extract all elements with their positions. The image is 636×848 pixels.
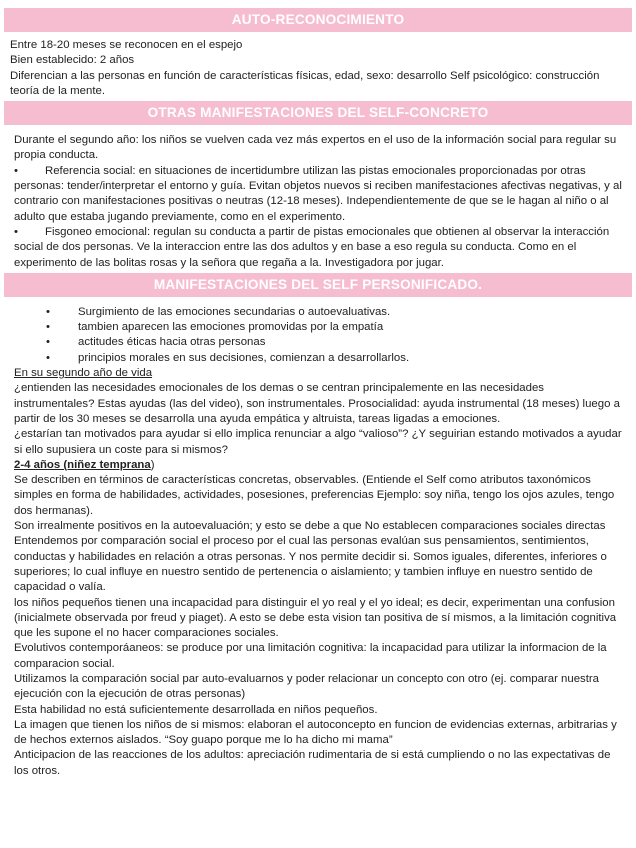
paragraph: Durante el segundo año: los niños se vuelven cada vez más expertos en el uso de la información social para regular su propia conducta.: [14, 134, 617, 162]
section-auto-reconocimiento: [0, 32, 636, 99]
paragraph: Utilizamos la comparación social par auto-evaluarnos y poder relacionar un concepto con otro (ej. comparar nuestra ejecución con la ejecución de otras personas): [14, 672, 600, 701]
section-header-self-personificado: MANIFESTACIONES DEL SELF PERSONIFICADO.: [4, 273, 632, 297]
paragraph: Evolutivos contemporáaneos: se produce por una limitación cognitiva: la incapacidad para utilizar la informacion de la comparacion social.: [14, 642, 607, 670]
paragraph: Son irrealmente positivos en la autoevaluación; y esto se debe a que No establecen comparaciones sociales directas Entendemos por comparación social el proceso por el cual las personas evalúan sus pensamientos, sentimientos, conductas y habilidades en relación a otras personas. Y nos permite decidir si. Somos iguales, diferentes, inferiores o superiores; lo cual influye en nuestro sentido de pertenencia o aislamiento; y tambien influye en nuestro sentido de capacidad o valía.: [14, 520, 607, 594]
list-item: • principios morales en sus decisiones, comienzan a desarrollarlos.: [46, 351, 624, 366]
bullet-text: Referencia social: en situaciones de incertidumbre utilizan las pistas emocionales proporcionadas por otras personas: tender/interpretar el entorno y guía. Evitan objetos nuevos si reciben manifestaciones afectivas negativas, y al contrario con manifestaciones positivas o neutras (12-18 meses). Independientemente de que se le hagan al niño o al adulto que estaba jugando previamente, como en el experimento.: [14, 164, 622, 223]
subheading-ninez-temprana: [14, 458, 624, 473]
paragraph: ¿entienden las necesidades emocionales de los demas o se centran principalemente en las necesidades instrumentales? Estas ayudas (las del video), son instrumentales. Prosocialidad: ayuda instrumental (18 meses) luego a partir de los 30 meses se desarrolla una ayuda empática y altruista, tareas ligadas a emociones.: [14, 382, 620, 425]
bullet-icon: •: [14, 225, 18, 238]
list-item: • actitudes éticas hacia otras personas: [46, 335, 624, 350]
subheading-segundo-ano: En su segundo año de vida: [14, 367, 153, 380]
paragraph: los niños pequeños tienen una incapacidad para distinguir el yo real y el yo ideal; es decir, experimentan una confusion (inicialmete observada por freud y piaget). A esto se debe esta vision tan positiva de sí mismos, a la limitación cognitiva que les supone el no hacer comparaciones sociales.: [14, 596, 617, 640]
bullet-paragraph: [14, 225, 624, 271]
section-header-auto-reconocimiento: AUTO-RECONOCIMIENTO: [4, 8, 632, 32]
paragraph: Bien establecido: 2 años: [10, 54, 135, 67]
bullet-paragraph: [14, 164, 624, 225]
paragraph: Diferencian a las personas en función de características físicas, edad, sexo: desarrollo Self psicológico: construcción teoría de la mente.: [10, 69, 600, 97]
paragraph: Se describen en términos de características concretas, observables. (Entiende el Self como atributos taxonómicos simples en forma de habilidades, actividades, posesiones, preferencias Ejemplo: soy niña, tengo los ojos azules, tengo dos hermanas).: [14, 474, 615, 517]
section-otras-manifestaciones: [0, 125, 636, 271]
paragraph: La imagen que tienen los niños de si mismos: elaboran el autoconcepto en funcion de evidencias externas, arbitrarias y de hechos externos aislados. “Soy guapo porque me lo ha dicho mi mama”: [14, 718, 617, 747]
list-item: • Surgimiento de las emociones secundarias o autoevaluativas.: [46, 305, 624, 320]
list-item: • tambien aparecen las emociones promovidas por la empatía: [46, 320, 624, 335]
paragraph: Entre 18-20 meses se reconocen en el espejo: [10, 39, 243, 51]
bullet-text: Fisgoneo emocional: regulan su conducta a partir de pistas emocionales que obtienen al observar la interacción social de dos personas. Ve la interaccion entre las dos adultos y en base a eso regula su conducta. Como en el experimento de las bolitas rosas y la señora que regaña a la. Investigadora por jugar.: [14, 225, 610, 269]
subheading-tail: ): [150, 458, 155, 471]
subheading-text: 2-4 años (niñez temprana: [14, 458, 151, 471]
paragraph: Anticipacion de las reacciones de los adultos: apreciación rudimentaria de si está cumpliendo o no las expectativas de los otros.: [14, 749, 611, 777]
section-header-otras-manifestaciones: OTRAS MANIFESTACIONES DEL SELF-CONCRETO: [4, 101, 632, 125]
paragraph: ¿estarían tan motivados para ayudar si ello implica renunciar a algo “valioso”? ¿Y seguirian estando motivados a ayudar si ello supusiera un coste para si mismos?: [14, 428, 622, 456]
section-self-personificado: [0, 297, 636, 779]
paragraph: Esta habilidad no está suficientemente desarrollada en niños pequeños.: [14, 703, 378, 716]
bullet-list: [14, 305, 624, 366]
bullet-icon: •: [14, 164, 18, 177]
